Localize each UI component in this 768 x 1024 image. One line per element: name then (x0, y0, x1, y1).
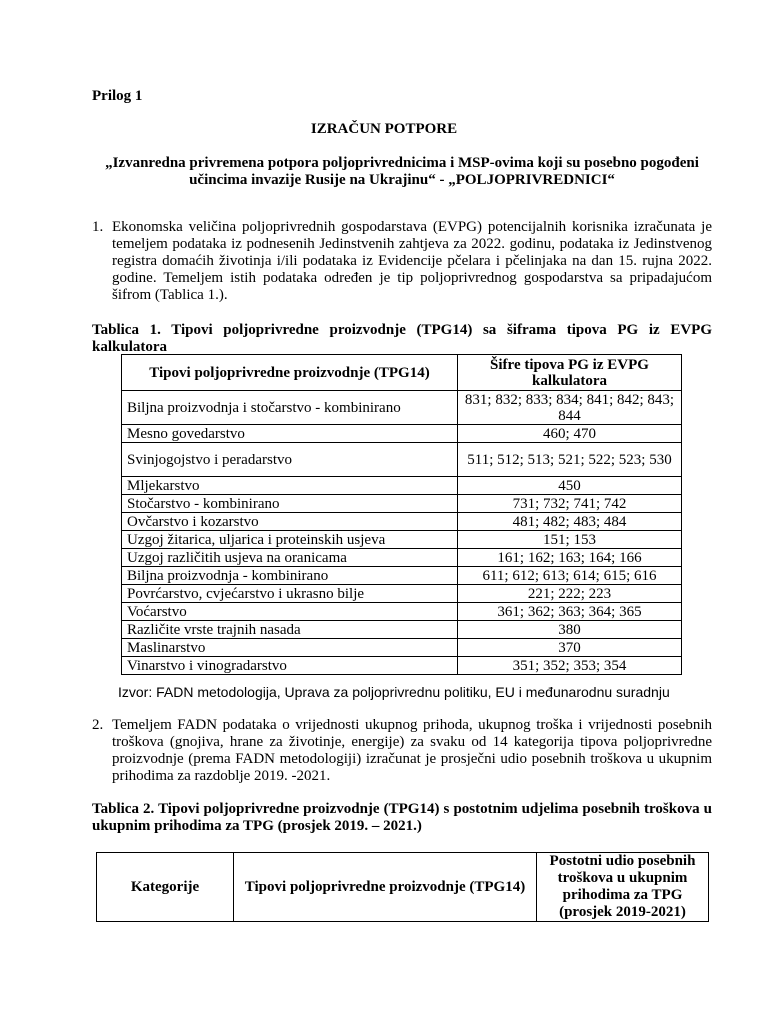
table-cell-codes: 831; 832; 833; 834; 841; 842; 843; 844 (458, 391, 682, 425)
table-cell-codes: 221; 222; 223 (458, 585, 682, 603)
table-cell-type: Uzgoj žitarica, uljarica i proteinskih usjeva (122, 531, 458, 549)
table-1-caption: Tablica 1. Tipovi poljoprivredne proizvodnje (TPG14) sa šiframa tipova PG iz EVPG kalkulatora (92, 322, 712, 355)
table-cell-type: Biljna proizvodnja - kombinirano (122, 567, 458, 585)
section-2 (92, 717, 712, 785)
table-row (122, 513, 682, 531)
document-subtitle: „Izvanredna privremena potpora poljoprivrednicima i MSP-ovima koji su posebno pogođeni učincima invazije Rusije na Ukrajinu“ - „POLJOPRIVREDNICI“ (105, 155, 699, 188)
table-2 (96, 852, 709, 922)
table-1-source: Izvor: FADN metodologija, Uprava za poljoprivrednu politiku, EU i međunarodnu suradnju (118, 684, 670, 700)
table-cell-codes: 460; 470 (458, 425, 682, 443)
table-row (122, 621, 682, 639)
table-1-header-row (122, 355, 682, 391)
table-row (122, 603, 682, 621)
table-row (122, 391, 682, 425)
table-cell-codes: 151; 153 (458, 531, 682, 549)
table-row (122, 531, 682, 549)
table-cell-codes: 731; 732; 741; 742 (458, 495, 682, 513)
table-cell-type: Maslinarstvo (122, 639, 458, 657)
document-title: IZRAČUN POTPORE (310, 121, 458, 137)
table-2-header-category: Kategorije (97, 853, 234, 922)
table-row (122, 657, 682, 675)
table-2-header-type: Tipovi poljoprivredne proizvodnje (TPG14) (234, 853, 537, 922)
table-1-header-codes: Šifre tipova PG iz EVPG kalkulatora (458, 355, 682, 391)
table-cell-type: Mesno govedarstvo (122, 425, 458, 443)
section-2-number: 2. (92, 717, 104, 733)
section-2-text: Temeljem FADN podataka o vrijednosti ukupnog prihoda, ukupnog troška i vrijednosti posebnih troškova (gnojiva, hrane za životinje, energije) za svaku od 14 kategorija tipova poljoprivredne proizvodnje (prema FADN metodologiji) izračunat je prosječni udio posebnih troškova u ukupnim prihodima za razdoblje 2019. -2021. (112, 717, 712, 784)
table-cell-codes: 161; 162; 163; 164; 166 (458, 549, 682, 567)
annex-label: Prilog 1 (92, 88, 143, 104)
table-cell-type: Mljekarstvo (122, 477, 458, 495)
table-1 (121, 354, 682, 675)
table-cell-codes: 611; 612; 613; 614; 615; 616 (458, 567, 682, 585)
table-2-header-row (97, 853, 709, 922)
table-row (122, 477, 682, 495)
table-cell-type: Ovčarstvo i kozarstvo (122, 513, 458, 531)
table-cell-codes: 380 (458, 621, 682, 639)
table-1-header-type: Tipovi poljoprivredne proizvodnje (TPG14) (122, 355, 458, 391)
table-cell-codes: 370 (458, 639, 682, 657)
table-row (122, 639, 682, 657)
table-cell-type: Biljna proizvodnja i stočarstvo - kombinirano (122, 391, 458, 425)
section-1-number: 1. (92, 219, 104, 235)
table-row (122, 443, 682, 477)
table-2-header-share: Postotni udio posebnih troškova u ukupnim prihodima za TPG (prosjek 2019-2021) (537, 853, 709, 922)
table-cell-codes: 481; 482; 483; 484 (458, 513, 682, 531)
table-row (122, 567, 682, 585)
table-cell-type: Stočarstvo - kombinirano (122, 495, 458, 513)
table-cell-type: Voćarstvo (122, 603, 458, 621)
table-2-caption: Tablica 2. Tipovi poljoprivredne proizvodnje (TPG14) s postotnim udjelima posebnih troškova u ukupnim prihodima za TPG (prosjek 2019. – 2021.) (92, 801, 712, 834)
table-cell-codes: 351; 352; 353; 354 (458, 657, 682, 675)
table-cell-type: Svinjogojstvo i peradarstvo (122, 443, 458, 477)
table-cell-codes: 450 (458, 477, 682, 495)
table-cell-codes: 361; 362; 363; 364; 365 (458, 603, 682, 621)
table-row (122, 549, 682, 567)
table-row (122, 585, 682, 603)
table-row (122, 495, 682, 513)
table-cell-codes: 511; 512; 513; 521; 522; 523; 530 (458, 443, 682, 477)
table-cell-type: Uzgoj različitih usjeva na oranicama (122, 549, 458, 567)
table-cell-type: Povrćarstvo, cvjećarstvo i ukrasno bilje (122, 585, 458, 603)
table-cell-type: Vinarstvo i vinogradarstvo (122, 657, 458, 675)
table-row (122, 425, 682, 443)
section-1 (92, 219, 712, 304)
section-1-text: Ekonomska veličina poljoprivrednih gospodarstava (EVPG) potencijalnih korisnika izračunata je temeljem podataka iz podnesenih Jedinstvenih zahtjeva za 2022. godinu, podataka iz Jedinstvenog registra domaćih životinja i/ili podataka iz Evidencije pčelara i pčelinjaka na dan 15. rujna 2022. godine. Temeljem istih podataka određen je tip poljoprivrednog gospodarstva sa pripadajućom šifrom (Tablica 1.). (112, 219, 712, 303)
table-cell-type: Različite vrste trajnih nasada (122, 621, 458, 639)
